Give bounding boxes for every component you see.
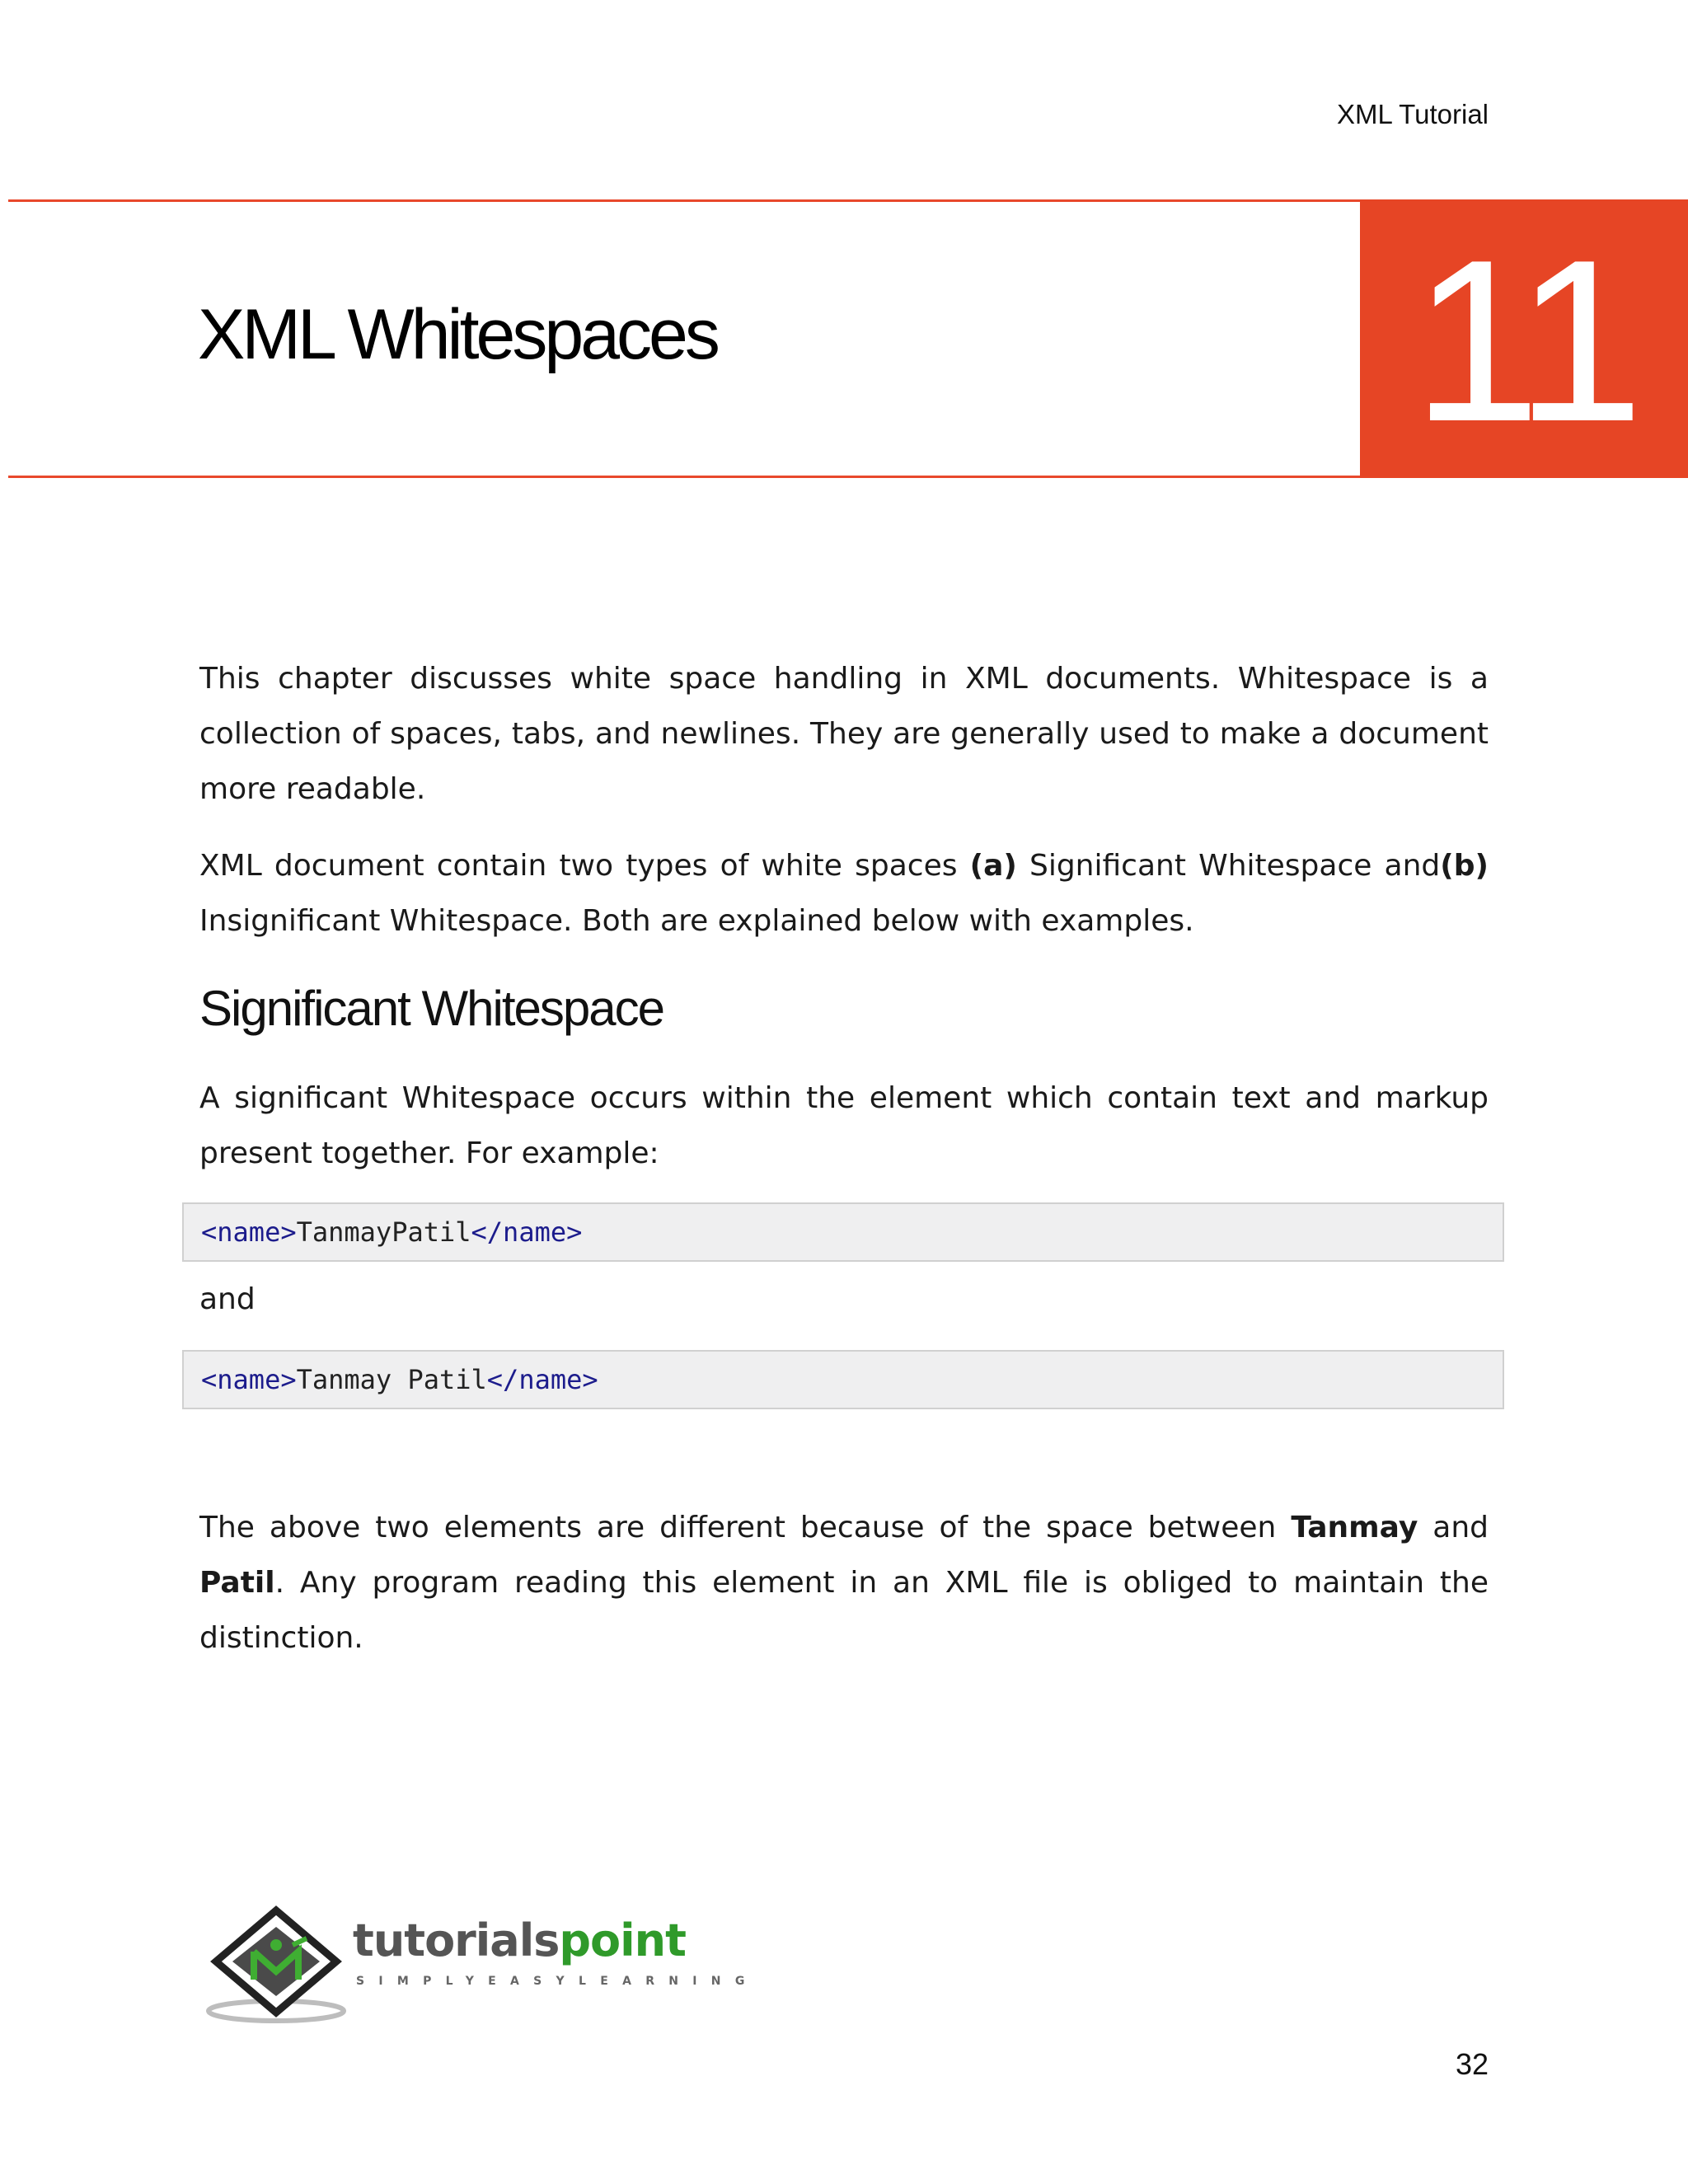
intro-paragraph-1: This chapter discusses white space handling in XML documents. Whitespace is a collection of spaces, tabs, and newlines. They are generally used to make a document more readable. xyxy=(199,662,1489,806)
code-example-1 xyxy=(182,1202,1504,1262)
section-heading: Significant Whitespace xyxy=(199,981,663,1036)
logo-tagline: SIMPLYEASYLEARNING xyxy=(356,1975,759,1988)
section-paragraph-1: A significant Whitespace occurs within the element which contain text and markup present together. For example: xyxy=(199,1081,1489,1170)
text-run: and xyxy=(1418,1511,1489,1544)
banner-bottom-rule xyxy=(8,476,1360,478)
tutorialspoint-logo xyxy=(206,1902,759,2026)
bold-word-patil: Patil xyxy=(199,1566,275,1600)
logo-word-2: point xyxy=(559,1915,686,1966)
bold-label-a: (a) xyxy=(969,849,1017,883)
logo-word-1: tutorials xyxy=(353,1915,560,1966)
section-paragraph-2 xyxy=(199,1500,1489,1666)
bold-label-b: (b) xyxy=(1440,849,1489,883)
chapter-banner xyxy=(8,199,1688,478)
intro-paragraph-2 xyxy=(199,838,1489,949)
code-example-2 xyxy=(182,1350,1504,1409)
text-run: Insignificant Whitespace. Both are explained below with examples. xyxy=(199,904,1194,938)
code-text: TanmayPatil xyxy=(296,1216,471,1248)
code-close-tag: </name> xyxy=(486,1364,598,1395)
code-open-tag: <name> xyxy=(201,1364,297,1395)
chapter-number: 11 xyxy=(1412,213,1636,470)
and-text: and xyxy=(199,1282,256,1316)
code-open-tag: <name> xyxy=(201,1216,297,1248)
chapter-number-box xyxy=(1360,199,1688,478)
spacer xyxy=(199,1409,1489,1500)
code-text: Tanmay Patil xyxy=(296,1364,487,1395)
chapter-title: XML Whitespaces xyxy=(198,295,717,374)
text-run: . Any program reading this element in an XML file is obliged to maintain the distinction. xyxy=(199,1566,1489,1655)
running-header: XML Tutorial xyxy=(1336,99,1489,129)
chapter-content xyxy=(199,651,1489,1687)
code-close-tag: </name> xyxy=(471,1216,583,1248)
text-run: The above two elements are different because of the space between xyxy=(199,1511,1292,1544)
bold-word-tanmay: Tanmay xyxy=(1291,1511,1418,1544)
page-number: 32 xyxy=(1455,2047,1489,2081)
banner-top-rule xyxy=(8,199,1360,202)
text-run: Significant Whitespace and xyxy=(1016,849,1441,883)
text-run: XML document contain two types of white spaces xyxy=(199,849,970,883)
logo-emblem-icon xyxy=(206,1902,350,2026)
logo-wordmark xyxy=(353,1915,686,1966)
